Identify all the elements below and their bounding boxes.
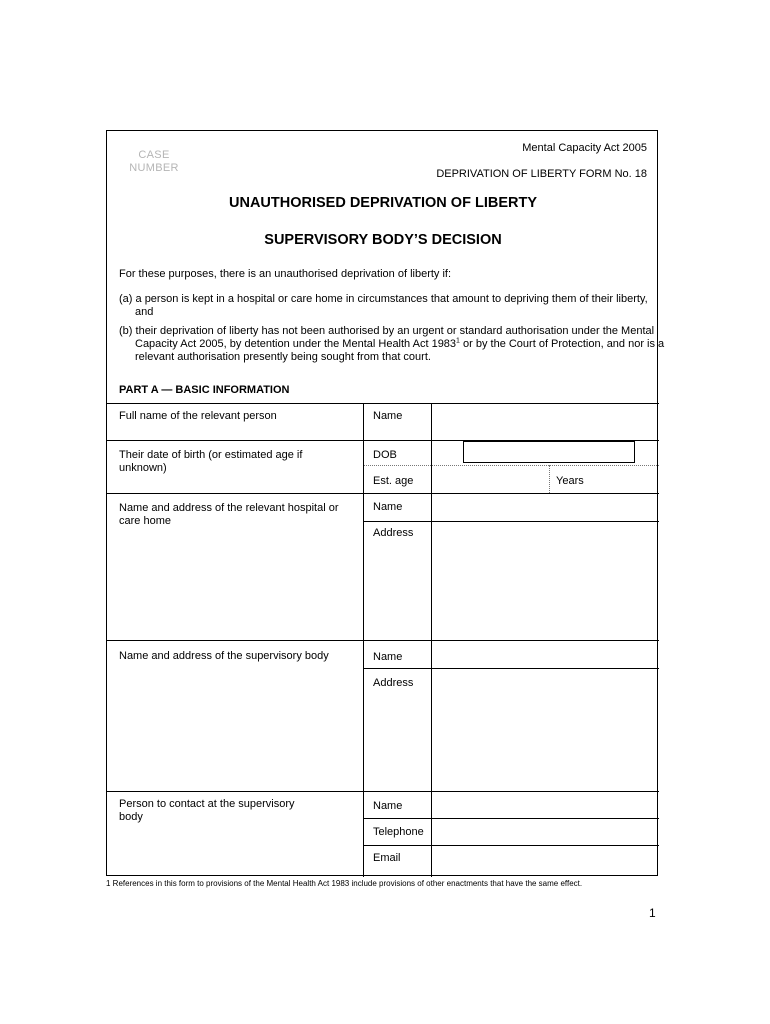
dob-est-age-rule — [363, 465, 659, 466]
years-divider — [549, 465, 550, 493]
dob-label: Their date of birth (or estimated age if unknown) — [119, 449, 303, 474]
full-name-input[interactable] — [433, 405, 657, 438]
condition-b-label: (b) — [119, 325, 133, 337]
page-number: 1 — [649, 906, 656, 920]
row-rule — [107, 791, 659, 792]
contact-phone-field-label: Telephone — [373, 826, 424, 838]
hospital-address-input[interactable] — [433, 523, 657, 638]
contact-name-input[interactable] — [433, 793, 657, 816]
form-number: DEPRIVATION OF LIBERTY FORM No. 18 — [436, 168, 647, 180]
hospital-address-field-label: Address — [373, 527, 414, 539]
deprivation-of-liberty-form — [106, 130, 665, 876]
dob-field-label: DOB — [373, 449, 397, 461]
est-age-field-label: Est. age — [373, 475, 414, 487]
case-number-label: CASE NUMBER — [129, 149, 179, 174]
contact-label: Person to contact at the supervisory body — [119, 798, 295, 823]
supervisory-body-address-input[interactable] — [433, 670, 657, 789]
hospital-label: Name and address of the relevant hospital or care home — [119, 502, 339, 527]
contact-name-field-label: Name — [373, 800, 403, 812]
row-rule — [107, 493, 659, 494]
contact-email-input[interactable] — [433, 847, 657, 875]
column-rule-label — [363, 403, 364, 877]
contact-name-rule — [363, 818, 659, 819]
form-title: UNAUTHORISED DEPRIVATION OF LIBERTY — [229, 195, 537, 211]
full-name-field-label: Name — [373, 410, 403, 422]
supervisory-body-name-field-label: Name — [373, 651, 403, 663]
intro-lead: For these purposes, there is an unauthorised deprivation of liberty if: — [119, 268, 452, 280]
row-rule — [107, 640, 659, 641]
condition-b-text-1: their deprivation of liberty has not been authorised by an urgent or standard authorisation under the Mental Capacity Act 2005, by detention under the Mental Health Act 1983 — [135, 325, 655, 350]
sup-body-name-rule — [363, 668, 659, 669]
full-name-label: Full name of the relevant person — [119, 410, 277, 422]
supervisory-body-address-field-label: Address — [373, 677, 414, 689]
hospital-name-field-label: Name — [373, 501, 403, 513]
form-subtitle: SUPERVISORY BODY’S DECISION — [264, 232, 502, 248]
hospital-name-rule — [363, 521, 659, 522]
supervisory-body-name-input[interactable] — [433, 642, 657, 666]
table-top-rule — [107, 403, 659, 404]
condition-a-text: a person is kept in a hospital or care home in circumstances that amount to depriving them of their liberty, and — [135, 293, 648, 318]
supervisory-body-label: Name and address of the supervisory body — [119, 650, 329, 662]
part-a-heading: PART A — BASIC INFORMATION — [119, 384, 290, 396]
est-age-input[interactable] — [433, 467, 547, 491]
intro-condition-a — [119, 293, 665, 319]
contact-email-field-label: Email — [373, 852, 401, 864]
hospital-name-input[interactable] — [433, 495, 657, 519]
years-label: Years — [556, 475, 584, 487]
dob-input[interactable] — [463, 441, 635, 463]
contact-phone-rule — [363, 845, 659, 846]
contact-phone-input[interactable] — [433, 820, 657, 843]
footnote-ref: 1 — [456, 337, 460, 345]
condition-b-text-2: or by the Court of Protection, and nor is a relevant authorisation presently being sought from that court. — [135, 338, 665, 363]
act-title: Mental Capacity Act 2005 — [522, 142, 647, 154]
footnote: 1 References in this form to provisions of the Mental Health Act 1983 include provisions of other enactments that have the same effect. — [106, 879, 583, 888]
intro-condition-b — [119, 325, 665, 364]
condition-a-label: (a) — [119, 293, 133, 305]
column-rule-field — [431, 403, 432, 877]
